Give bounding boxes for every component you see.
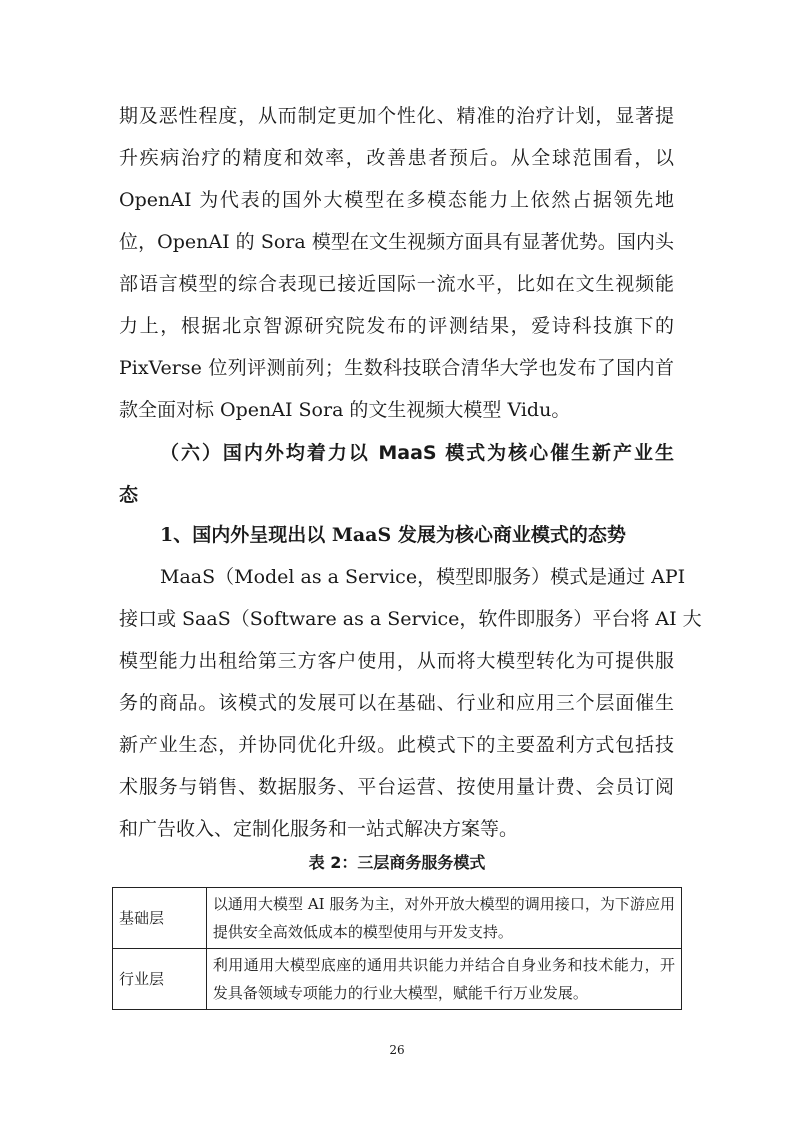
- text-line: 部语言模型的综合表现已接近国际一流水平，比如在文生视频能: [119, 273, 674, 295]
- text-line: OpenAI 为代表的国外大模型在多模态能力上依然占据领先地: [119, 189, 674, 211]
- text-line: 务的商品。该模式的发展可以在基础、行业和应用三个层面催生: [119, 692, 674, 714]
- section-heading-continued: 态: [119, 484, 139, 506]
- subheading: 1、国内外呈现出以 MaaS 发展为核心商业模式的态势: [160, 524, 626, 546]
- text-line: 模型能力出租给第三方客户使用，从而将大模型转化为可提供服: [119, 650, 674, 672]
- table-cell-description: 以通用大模型 AI 服务为主，对外开放大模型的调用接口，为下游应用提供安全高效低成本的模型使用与开发支持。: [206, 888, 681, 949]
- page-number: 26: [389, 1043, 405, 1057]
- text-line: 力上，根据北京智源研究院发布的评测结果，爱诗科技旗下的: [119, 315, 674, 337]
- text-line: MaaS（Model as a Service，模型即服务）模式是通过 API: [160, 566, 686, 588]
- section-heading: （六）国内外均着力以 MaaS 模式为核心催生新产业生: [160, 442, 674, 464]
- business-layers-table: [112, 887, 682, 1010]
- table-cell-layer: 行业层: [113, 949, 207, 1010]
- text-line: 位，OpenAI 的 Sora 模型在文生视频方面具有显著优势。国内头: [119, 231, 674, 253]
- text-line: 新产业生态，并协同优化升级。此模式下的主要盈利方式包括技: [119, 734, 674, 756]
- text-line: 款全面对标 OpenAI Sora 的文生视频大模型 Vidu。: [119, 399, 571, 421]
- table-cell-layer: 基础层: [113, 888, 207, 949]
- text-line: 和广告收入、定制化服务和一站式解决方案等。: [119, 818, 519, 840]
- text-line: 术服务与销售、数据服务、平台运营、按使用量计费、会员订阅: [119, 776, 674, 798]
- text-line: PixVerse 位列评测前列；生数科技联合清华大学也发布了国内首: [119, 357, 674, 379]
- table-cell-description: 利用通用大模型底座的通用共识能力并结合自身业务和技术能力，开发具备领域专项能力的行业大模型，赋能千行万业发展。: [206, 949, 681, 1010]
- text-line: 升疾病治疗的精度和效率，改善患者预后。从全球范围看，以: [119, 147, 674, 169]
- table-row: [113, 888, 682, 949]
- text-line: 期及恶性程度，从而制定更加个性化、精准的治疗计划，显著提: [119, 105, 674, 127]
- text-line: 接口或 SaaS（Software as a Service，软件即服务）平台将 AI 大: [119, 608, 702, 630]
- table-caption: 表 2：三层商务服务模式: [308, 853, 486, 872]
- table-row: [113, 949, 682, 1010]
